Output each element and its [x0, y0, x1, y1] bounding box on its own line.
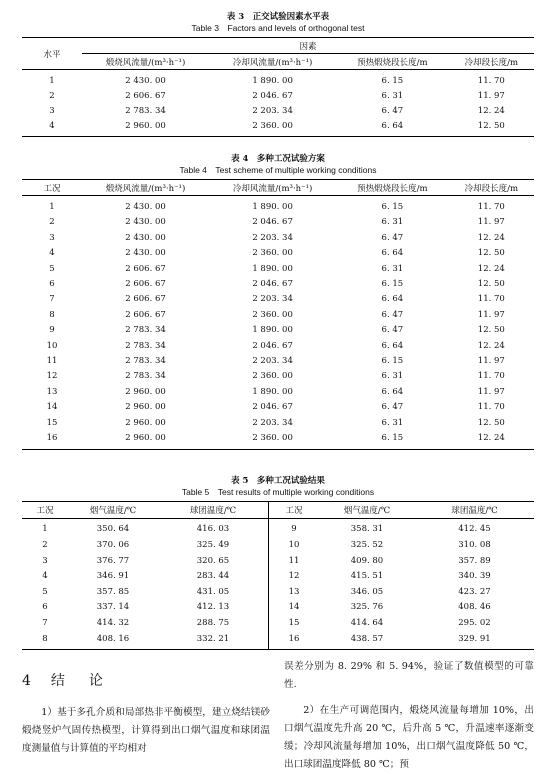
table-cell: 295. 02 [458, 617, 491, 628]
table-cell: 2 046. 67 [252, 217, 293, 228]
table-4-caption-cn: 表 4 多种工况试验方案 [231, 154, 325, 164]
table-cell: 6. 31 [381, 417, 404, 428]
table-cell: 408. 46 [458, 602, 491, 613]
table-cell: 15 [46, 417, 58, 428]
table-cell: 2 606. 67 [125, 263, 166, 274]
table-cell: 6. 47 [381, 309, 404, 320]
table-3-header-level: 水平 [22, 38, 82, 70]
table-cell: 2 430. 00 [125, 248, 166, 259]
table-row [22, 323, 534, 338]
table-cell: 2 960. 00 [125, 402, 166, 413]
table-cell: 6. 64 [381, 340, 404, 351]
table-cell: 329. 91 [415, 631, 534, 650]
table-row [22, 338, 534, 353]
section-title-part: 结 [50, 673, 67, 689]
table-cell: 414. 64 [350, 617, 384, 628]
table-cell: 4 [49, 248, 55, 259]
table-cell: 11. 70 [477, 202, 505, 213]
table-cell: 5 [42, 586, 48, 597]
table-cell: 412. 45 [458, 524, 491, 535]
table-cell: 357. 89 [458, 555, 491, 566]
table-3 [22, 12, 534, 137]
table-row [22, 103, 534, 118]
table-4-col-header: 冷却段长度/m [449, 180, 534, 196]
section-heading [22, 672, 270, 690]
table-cell: 2 783. 34 [125, 355, 166, 366]
conclusion-paragraph-1: 1）基于多孔介质和局部热非平衡模型，建立烧结镁砂煅烧竖炉气固传热模型，计算得到出口烟气温度和球团温度测量值与计算值的平均相对 [22, 707, 270, 754]
right-column-text [284, 658, 534, 774]
table-cell: 2 606. 67 [125, 294, 166, 305]
table-cell: 11. 97 [477, 309, 505, 320]
table-cell: 3 [42, 555, 48, 566]
table-cell: 11. 97 [477, 217, 505, 228]
table-5-col-header: 烟气温度/℃ [319, 502, 415, 519]
table-cell: 12. 24 [477, 263, 505, 274]
table-cell: 325. 49 [158, 537, 269, 553]
table-cell: 283. 44 [158, 568, 269, 584]
table-cell: 1 890. 00 [252, 202, 293, 213]
table-cell: 13 [288, 586, 300, 597]
table-cell: 6. 31 [381, 263, 404, 274]
table-cell: 2 606. 67 [125, 90, 166, 101]
table-cell: 6. 64 [381, 294, 404, 305]
table-cell: 2 203. 34 [252, 417, 293, 428]
table-cell: 2 [42, 539, 48, 550]
table-cell: 6 [49, 279, 55, 290]
table-row [22, 196, 534, 215]
table-cell: 340. 39 [458, 571, 491, 582]
table-cell: 2 [49, 217, 55, 228]
table-cell: 370. 06 [96, 539, 130, 550]
table-row [22, 307, 534, 322]
table-cell: 346. 91 [96, 571, 130, 582]
table-cell: 11. 97 [477, 386, 505, 397]
table-cell: 2 046. 67 [252, 279, 293, 290]
table-cell: 357. 85 [96, 586, 130, 597]
table-cell: 320. 65 [158, 553, 269, 569]
table-cell: 5 [49, 263, 55, 274]
table-row [22, 600, 534, 616]
table-row [22, 70, 534, 89]
table-4-col-header: 煅烧风流量/(m³·h⁻¹) [82, 180, 209, 196]
table-cell: 2 [49, 90, 55, 101]
table-cell: 1 [49, 202, 55, 213]
table-cell: 346. 05 [350, 586, 384, 597]
table-cell: 11. 70 [477, 402, 505, 413]
table-cell: 2 606. 67 [125, 309, 166, 320]
table-row [22, 631, 534, 650]
table-3-caption-cn: 表 3 正交试验因素水平表 [226, 12, 330, 22]
table-3-col-header: 预热煅烧段长度/m [336, 54, 449, 70]
table-4 [22, 154, 534, 450]
table-cell: 2 046. 67 [252, 90, 293, 101]
table-row [22, 230, 534, 245]
table-cell: 414. 32 [96, 617, 130, 628]
table-cell: 2 360. 00 [252, 371, 293, 382]
table-cell: 3 [49, 232, 55, 243]
table-cell: 6. 64 [381, 386, 404, 397]
table-row [22, 584, 534, 600]
table-cell: 325. 76 [350, 602, 384, 613]
table-4-caption-en: Table 4 Test scheme of multiple working conditions [179, 165, 377, 175]
table-cell: 12 [46, 371, 58, 382]
table-cell: 376. 77 [96, 555, 130, 566]
table-cell: 2 203. 34 [252, 105, 293, 116]
table-cell: 11. 97 [477, 355, 505, 366]
table-cell: 2 430. 00 [125, 75, 166, 86]
table-row [22, 88, 534, 103]
table-row [22, 568, 534, 584]
section-number: 4 [22, 673, 33, 689]
conclusion-paragraph-1-cont: 误差分别为 8. 29% 和 5. 94%，验证了数值模型的可靠性. [284, 661, 534, 690]
table-cell: 9 [49, 325, 55, 336]
table-cell: 6 [42, 602, 48, 613]
table-cell: 2 960. 00 [82, 430, 209, 449]
table-cell: 3 [49, 105, 55, 116]
table-cell: 10 [288, 539, 300, 550]
table-cell: 12 [288, 571, 300, 582]
table-cell: 2 430. 00 [125, 217, 166, 228]
table-cell: 6. 64 [336, 118, 449, 137]
table-cell: 6. 47 [381, 105, 404, 116]
table-3-col-header: 冷却段长度/m [449, 54, 534, 70]
table-row [22, 292, 534, 307]
table-5-col-header: 球团温度/℃ [415, 502, 534, 519]
table-4-col-header: 工况 [22, 180, 82, 196]
table-cell: 2 960. 00 [82, 118, 209, 137]
table-cell: 6. 15 [381, 279, 404, 290]
table-cell: 2 360. 00 [252, 309, 293, 320]
table-cell: 408. 16 [68, 631, 158, 650]
table-cell: 8 [49, 309, 55, 320]
table-cell: 15 [288, 617, 300, 628]
table-3-col-header: 煅烧风流量/(m³·h⁻¹) [82, 54, 209, 70]
table-cell: 12. 24 [477, 105, 505, 116]
table-5-caption-en: Table 5 Test results of multiple working conditions [181, 487, 375, 497]
table-4-col-header: 冷却风流量/(m³·h⁻¹) [209, 180, 336, 196]
table-5-col-header: 工况 [269, 502, 320, 519]
table-row [22, 430, 534, 449]
table-cell: 11. 70 [477, 371, 505, 382]
conclusion-paragraph-2: 2）在生产可调范围内，煅烧风流量每增加 10%，出口烟气温度先升高 20 ℃，后升高 5 ℃，升温速率逐渐变缓；冷却风流量每增加 10%，出口烟气温度降低 50 ℃，出口球团温度降低 80 ℃；预 [284, 705, 534, 770]
table-cell: 2 960. 00 [125, 386, 166, 397]
table-cell: 416. 03 [158, 518, 269, 537]
table-cell: 415. 51 [350, 571, 384, 582]
table-row [22, 353, 534, 368]
table-cell: 13 [46, 386, 58, 397]
table-cell: 2 046. 67 [252, 340, 293, 351]
table-cell: 11. 70 [477, 294, 505, 305]
table-cell: 16 [22, 430, 82, 449]
table-cell: 2 783. 34 [125, 371, 166, 382]
table-row [22, 118, 534, 137]
section-title-part: 论 [88, 673, 105, 689]
table-cell: 6. 47 [381, 402, 404, 413]
table-cell: 8 [22, 631, 68, 650]
table-cell: 2 046. 67 [252, 402, 293, 413]
table-cell: 11. 97 [477, 90, 505, 101]
table-cell: 2 606. 67 [125, 279, 166, 290]
table-cell: 12. 24 [477, 232, 505, 243]
table-cell: 431. 05 [158, 584, 269, 600]
table-cell: 12. 50 [449, 118, 534, 137]
table-3-caption-en: Table 3 Factors and levels of orthogonal test [191, 23, 365, 33]
table-cell: 12. 24 [449, 430, 534, 449]
table-cell: 1 890. 00 [252, 263, 293, 274]
table-cell: 1 890. 00 [252, 386, 293, 397]
table-cell: 6. 15 [381, 202, 404, 213]
table-cell: 2 960. 00 [125, 417, 166, 428]
table-5 [22, 476, 534, 650]
table-5-col-header: 球团温度/℃ [158, 502, 269, 519]
table-cell: 14 [46, 402, 58, 413]
table-cell: 412. 13 [158, 600, 269, 616]
table-cell: 6. 15 [381, 355, 404, 366]
table-row [22, 399, 534, 414]
table-cell: 12. 50 [477, 325, 505, 336]
table-cell: 332. 21 [158, 631, 269, 650]
table-cell: 2 360. 00 [209, 430, 336, 449]
table-cell: 6. 64 [381, 248, 404, 259]
table-row [22, 537, 534, 553]
table-cell: 7 [49, 294, 55, 305]
table-cell: 423. 27 [458, 586, 491, 597]
table-cell: 2 783. 34 [125, 105, 166, 116]
table-cell: 16 [269, 631, 320, 650]
table-3-header-factor: 因素 [82, 38, 534, 54]
table-cell: 6. 15 [381, 75, 404, 86]
table-row [22, 518, 534, 537]
table-cell: 2 360. 00 [209, 118, 336, 137]
table-cell: 12. 50 [477, 417, 505, 428]
table-cell: 438. 57 [319, 631, 415, 650]
table-cell: 6. 15 [336, 430, 449, 449]
table-cell: 2 203. 34 [252, 294, 293, 305]
table-cell: 7 [42, 617, 48, 628]
table-cell: 12. 50 [477, 279, 505, 290]
table-row [22, 215, 534, 230]
table-3-col-header: 冷却风流量/(m³·h⁻¹) [209, 54, 336, 70]
table-5-caption-cn: 表 5 多种工况试验结果 [231, 476, 325, 486]
table-cell: 2 360. 00 [252, 248, 293, 259]
table-row [22, 615, 534, 631]
table-cell: 12. 50 [477, 248, 505, 259]
table-cell: 12. 24 [477, 340, 505, 351]
table-row [22, 553, 534, 569]
table-cell: 2 430. 00 [125, 202, 166, 213]
table-cell: 9 [291, 524, 297, 535]
table-5-col-header: 烟气温度/℃ [68, 502, 158, 519]
table-cell: 6. 31 [381, 371, 404, 382]
table-cell: 288. 75 [158, 615, 269, 631]
table-cell: 6. 31 [381, 217, 404, 228]
table-cell: 2 783. 34 [125, 325, 166, 336]
table-4-col-header: 预热煅烧段长度/m [336, 180, 449, 196]
table-cell: 337. 14 [96, 602, 130, 613]
table-cell: 409. 80 [350, 555, 384, 566]
table-cell: 350. 64 [96, 524, 130, 535]
table-cell: 4 [22, 118, 82, 137]
table-row [22, 369, 534, 384]
table-cell: 2 783. 34 [125, 340, 166, 351]
table-cell: 1 [49, 75, 55, 86]
table-cell: 10 [46, 340, 58, 351]
table-cell: 1 [42, 524, 48, 535]
table-cell: 14 [288, 602, 300, 613]
table-cell: 1 890. 00 [252, 325, 293, 336]
table-cell: 6. 47 [381, 232, 404, 243]
table-cell: 11 [288, 555, 300, 566]
table-cell: 310. 08 [458, 539, 491, 550]
table-row [22, 246, 534, 261]
table-row [22, 415, 534, 430]
table-row [22, 261, 534, 276]
table-cell: 1 890. 00 [252, 75, 293, 86]
table-cell: 6. 47 [381, 325, 404, 336]
table-cell: 2 203. 34 [252, 355, 293, 366]
table-cell: 325. 52 [350, 539, 384, 550]
table-cell: 11. 70 [477, 75, 505, 86]
table-cell: 2 430. 00 [125, 232, 166, 243]
table-cell: 358. 31 [350, 524, 384, 535]
table-cell: 2 203. 34 [252, 232, 293, 243]
table-cell: 11 [46, 355, 58, 366]
table-cell: 4 [42, 571, 48, 582]
table-row [22, 384, 534, 399]
table-cell: 6. 31 [381, 90, 404, 101]
left-column-text [22, 660, 270, 758]
table-5-col-header: 工况 [22, 502, 68, 519]
table-row [22, 276, 534, 291]
